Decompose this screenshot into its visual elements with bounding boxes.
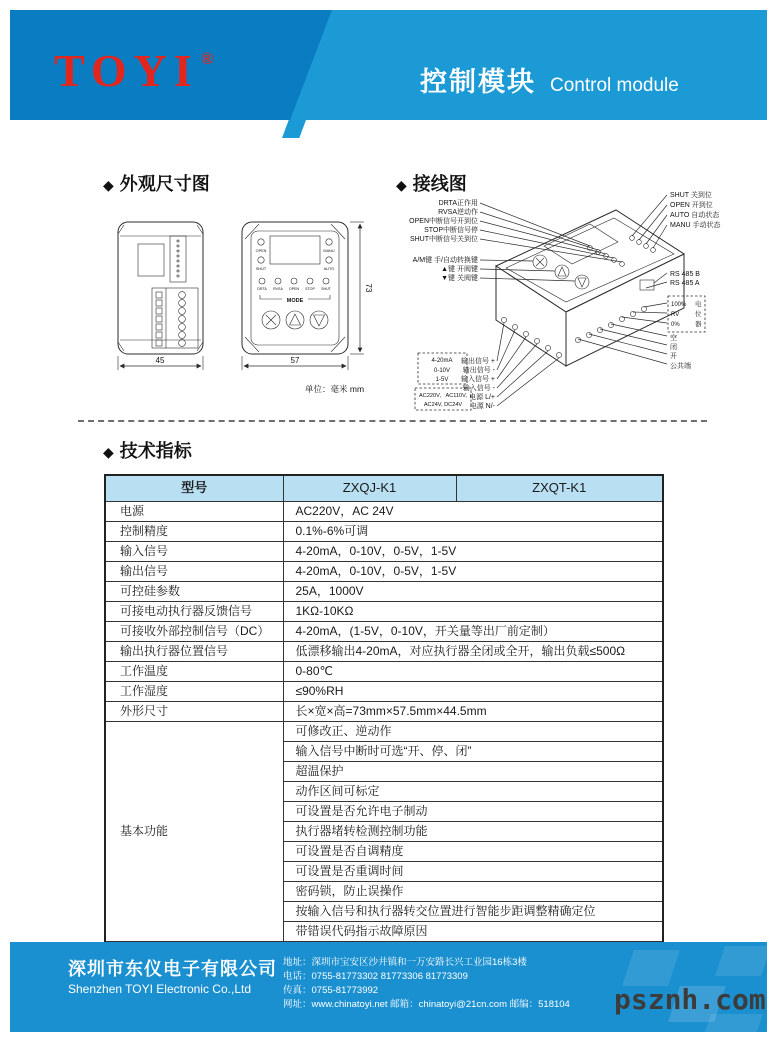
section-divider <box>78 420 707 422</box>
sig-420ma: 4-20mA <box>431 358 453 364</box>
sig-15v: 1-5V <box>435 377 449 383</box>
pot-vert-3: 器 <box>695 321 702 328</box>
pot-0: 0% <box>671 322 680 328</box>
header-banner <box>10 10 767 120</box>
dim-value-57: 57 <box>290 356 300 365</box>
led-label-manu: MANU <box>323 249 335 253</box>
brand-logo-text: TOYI <box>54 45 199 96</box>
unit-note: 单位：毫米 mm <box>305 384 365 394</box>
led-label-auto: AUTO <box>323 267 335 271</box>
spec-value: AC220V，AC 24V <box>283 502 663 522</box>
led-label-rvsa: RVSA <box>273 287 283 291</box>
pot-100: 100% <box>671 302 687 308</box>
label-out-minus: 输出信号 - <box>462 367 495 374</box>
basic-function-item: 按输入信号和执行器转交位置进行智能步距调整精确定位 <box>283 902 663 922</box>
contact-web: 网址：www.chinatoyi.net 邮箱：chinatoyi@21cn.com 邮编：518104 <box>283 999 570 1010</box>
brand-logo <box>54 45 214 96</box>
pot-vert-2: 位 <box>695 311 702 318</box>
specs-table <box>104 474 664 963</box>
label-down-key: ▼键 关阀键 <box>441 275 478 282</box>
basic-function-item: 可设置是否自调精度 <box>283 842 663 862</box>
wiring-left-labels <box>409 198 478 282</box>
spec-label: 可接收外部控制信号（DC） <box>105 622 283 642</box>
contact-info <box>283 956 570 1012</box>
label-open-pos: OPEN 开到位 <box>670 202 713 209</box>
label-stop-interrupt: STOP中断信号停 <box>424 227 478 234</box>
spec-value: 长×宽×高=73mm×57.5mm×44.5mm <box>283 702 663 722</box>
led-label-open2: OPEN <box>288 287 300 291</box>
table-row <box>105 722 663 742</box>
label-in-plus: 输入信号 + <box>460 376 495 383</box>
label-rs485-a: RS 485 A <box>670 280 700 287</box>
col-header-model: 型号 <box>105 475 283 502</box>
pot-vert-1: 电 <box>695 301 702 308</box>
label-out-plus: 输出信号 + <box>460 358 495 365</box>
basic-function-item: 密码锁，防止误操作 <box>283 882 663 902</box>
contact-address: 地址：深圳市宝安区沙井镇和一万安路长兴工业园16栋3楼 <box>283 957 527 968</box>
watermark: psznh.com <box>614 983 766 1016</box>
basic-function-item: 可设置是否重调时间 <box>283 862 663 882</box>
label-up-key: ▲键 开阀键 <box>441 266 478 273</box>
basic-function-item: 动作区间可标定 <box>283 782 663 802</box>
spec-label: 控制精度 <box>105 522 283 542</box>
spec-label: 工作温度 <box>105 662 283 682</box>
footer-deco <box>705 1014 763 1032</box>
table-row <box>105 562 663 582</box>
wiring-bottom-labels <box>461 356 496 410</box>
table-row <box>105 642 663 662</box>
label-auto-state: AUTO 自动状态 <box>670 212 720 219</box>
dim-line-height-73 <box>350 222 373 354</box>
label-drta: DRTA正作用 <box>438 200 478 207</box>
dim-line-width-45 <box>118 356 203 370</box>
section-title-specs <box>103 437 192 463</box>
table-row <box>105 662 663 682</box>
dimension-drawing <box>100 212 390 412</box>
basic-function-item: 带错误代码指示故障原因 <box>283 922 663 942</box>
table-row <box>105 602 663 622</box>
footer-deco <box>715 946 767 976</box>
company-name-zh: 深圳市东仪电子有限公司 <box>68 959 277 979</box>
spec-label: 可控硅参数 <box>105 582 283 602</box>
led-label-stop: STOP <box>305 287 315 291</box>
spec-label: 可接电动执行器反馈信号 <box>105 602 283 622</box>
spec-label: 外形尺寸 <box>105 702 283 722</box>
pwr-dc: AC24V, DC24V <box>423 402 463 408</box>
diamond-bullet-icon: ◆ <box>396 177 407 193</box>
section-title-dimensions <box>103 170 210 196</box>
company-name-en: Shenzhen TOYI Electronic Co.,Ltd <box>68 982 251 996</box>
label-term-close: 闭 <box>670 344 677 351</box>
diamond-bullet-icon: ◆ <box>103 444 114 460</box>
spec-label: 电源 <box>105 502 283 522</box>
sig-010v: 0-10V <box>433 368 451 374</box>
table-row <box>105 582 663 602</box>
section-title-specs-text: 技术指标 <box>119 441 192 461</box>
page-title <box>420 60 679 99</box>
device-side-view <box>118 222 203 370</box>
contact-fax: 传真：0755-81773992 <box>283 985 379 996</box>
section-title-wiring-text: 接线图 <box>412 174 467 194</box>
spec-value: 1KΩ-10KΩ <box>283 602 663 622</box>
col-header-zxqj: ZXQJ-K1 <box>283 475 456 502</box>
pot-rv: RV <box>671 312 680 318</box>
basic-function-item: 可设置是否允许电子制动 <box>283 802 663 822</box>
spec-value: 4-20mA，0-10V，0-5V，1-5V <box>283 562 663 582</box>
header-diagonal-accent <box>282 120 306 138</box>
spec-value: 0.1%-6%可调 <box>283 522 663 542</box>
label-in-minus: 输入信号 - <box>462 385 495 392</box>
footer-deco <box>622 950 680 986</box>
led-label-shut2: SHUT <box>321 287 331 291</box>
spec-label: 工作湿度 <box>105 682 283 702</box>
table-row <box>105 522 663 542</box>
label-term-empty: 空 <box>670 335 677 342</box>
led-label-drta: DRTA <box>257 287 267 291</box>
label-rvsa: RVSA逆动作 <box>438 209 478 216</box>
signal-range-box <box>418 353 467 384</box>
wiring-diagram <box>394 188 776 428</box>
pwr-ac: AC220V，AC110V, <box>419 393 467 399</box>
spec-value: ≤90%RH <box>283 682 663 702</box>
registered-trademark-icon: ® <box>200 49 214 68</box>
section-title-dimensions-text: 外观尺寸图 <box>119 174 210 194</box>
specs-header-row <box>105 475 663 502</box>
spec-value: 0-80℃ <box>283 662 663 682</box>
led-label-shut: SHUT <box>255 267 267 271</box>
basic-function-item: 输入信号中断时可选“开、停、闭” <box>283 742 663 762</box>
page-title-en: Control module <box>550 75 679 96</box>
table-row <box>105 682 663 702</box>
spec-value: 4-20mA，0-10V，0-5V，1-5V <box>283 542 663 562</box>
basic-function-item: 执行器堵转检测控制功能 <box>283 822 663 842</box>
spec-value: 25A，1000V <box>283 582 663 602</box>
label-rs485-b: RS 485 B <box>670 271 700 278</box>
potentiometer-box <box>668 296 705 332</box>
table-row <box>105 622 663 642</box>
table-row <box>105 542 663 562</box>
label-shut-pos: SHUT 关到位 <box>670 192 712 199</box>
contact-phone: 电话：0755-81773302 81773306 81773309 <box>283 971 468 982</box>
basic-function-item: 可修改正、逆动作 <box>283 722 663 742</box>
col-header-zxqt: ZXQT-K1 <box>456 475 663 502</box>
table-row <box>105 502 663 522</box>
dim-line-width-57 <box>242 356 348 370</box>
label-power-l: 电源 L/+ <box>469 394 495 401</box>
dim-value-45: 45 <box>155 356 165 365</box>
basic-functions-label: 基本功能 <box>105 722 283 942</box>
wiring-right-labels <box>670 190 722 370</box>
basic-function-item: 超温保护 <box>283 762 663 782</box>
spec-label: 输出信号 <box>105 562 283 582</box>
label-power-n: 电源 N/- <box>469 403 495 410</box>
label-term-open: 开 <box>670 353 677 360</box>
spec-label: 输入信号 <box>105 542 283 562</box>
label-open-interrupt: OPEN中断信号开到位 <box>409 218 478 225</box>
mode-label: MODE <box>286 298 304 304</box>
page-title-zh: 控制模块 <box>420 67 536 97</box>
spec-value: 低漂移输出4-20mA，对应执行器全闭或全开，输出负载≤500Ω <box>283 642 663 662</box>
spec-label: 输出执行器位置信号 <box>105 642 283 662</box>
device-front-view <box>242 222 373 370</box>
dim-value-73: 73 <box>364 283 373 293</box>
label-shut-interrupt: SHUT中断信号关到位 <box>409 236 478 243</box>
label-am-key: A/M键 手/自动转换键 <box>412 257 478 264</box>
label-term-common: 公共端 <box>670 363 691 370</box>
table-row <box>105 702 663 722</box>
led-label-open: OPEN <box>255 249 267 253</box>
label-manu-state: MANU 手动状态 <box>670 222 721 229</box>
spec-value: 4-20mA，(1-5V，0-10V，开关量等出厂前定制） <box>283 622 663 642</box>
diamond-bullet-icon: ◆ <box>103 177 114 193</box>
